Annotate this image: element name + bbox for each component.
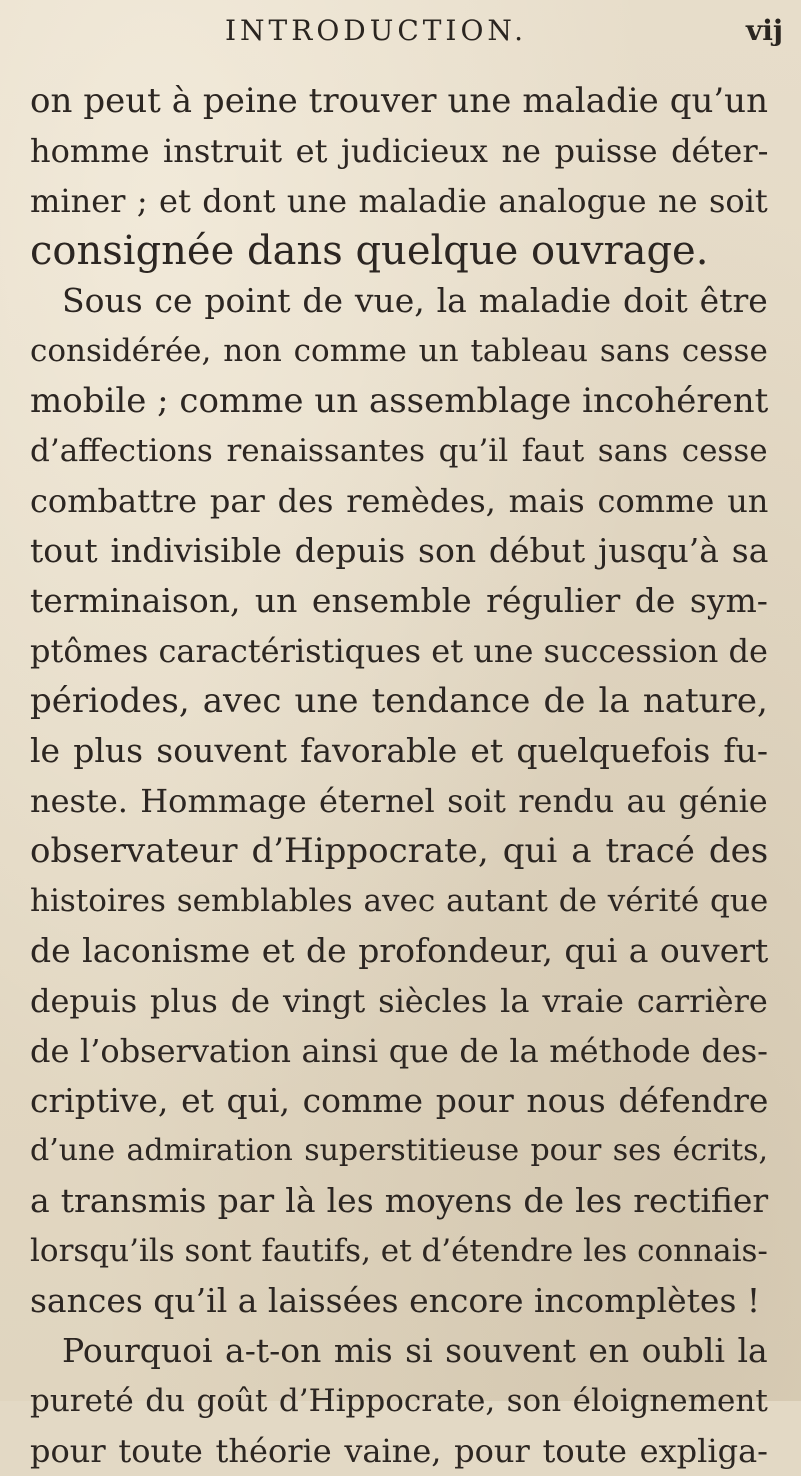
- text-line: de laconisme et de profondeur, qui a ouvert: [30, 931, 769, 970]
- text-line: terminaison, un ensemble régulier de sym-: [30, 581, 768, 620]
- text-line: histoires semblables avec autant de vérité que: [30, 883, 769, 919]
- page-header: [0, 14, 801, 54]
- text-line: sances qu’il a laissées encore incomplètes !: [30, 1281, 761, 1320]
- text-line: considérée, non comme un tableau sans cesse: [30, 333, 768, 369]
- text-line: observateur d’Hippocrate, qui a tracé des: [30, 831, 769, 871]
- running-title: INTRODUCTION.: [225, 14, 528, 47]
- text-line: périodes, avec une tendance de la nature,: [30, 681, 768, 721]
- text-line: Pourquoi a-t-on mis si souvent en oubli la: [62, 1331, 768, 1370]
- text-line: le plus souvent favorable et quelquefois fu-: [30, 731, 769, 770]
- text-line: lorsqu’ils sont fautifs, et d’étendre les connais-: [30, 1233, 768, 1269]
- text-line: tout indivisible depuis son début jusqu’à sa: [30, 531, 769, 570]
- text-line: pour toute théorie vaine, pour toute expliga-: [30, 1432, 768, 1470]
- page-number: vij: [746, 14, 784, 47]
- text-line: consignée dans quelque ouvrage.: [30, 228, 709, 274]
- text-line: ptômes caractéristiques et une succession de: [30, 632, 768, 670]
- text-line: depuis plus de vingt siècles la vraie carrière: [30, 982, 768, 1020]
- text-line: de l’observation ainsi que de la méthode des-: [30, 1032, 768, 1070]
- text-line: d’affections renaissantes qu’il faut sans cesse: [30, 433, 768, 469]
- text-line: criptive, et qui, comme pour nous défendre: [30, 1081, 769, 1120]
- text-line: mobile ; comme un assemblage incohérent: [30, 381, 769, 421]
- text-line: Sous ce point de vue, la maladie doit être: [62, 281, 768, 320]
- text-line: neste. Hommage éternel soit rendu au génie: [30, 782, 768, 820]
- text-line: homme instruit et judicieux ne puisse déter-: [30, 132, 769, 170]
- text-line: combattre par des remèdes, mais comme un: [30, 482, 769, 520]
- text-line: miner ; et dont une maladie analogue ne soit: [30, 182, 768, 220]
- text-line: pureté du goût d’Hippocrate, son éloignement: [30, 1383, 768, 1419]
- text-line: a transmis par là les moyens de les rectifier: [30, 1181, 769, 1220]
- text-line: d’une admiration superstitieuse pour ses écrits,: [30, 1133, 769, 1168]
- text-line: on peut à peine trouver une maladie qu’un: [30, 81, 768, 121]
